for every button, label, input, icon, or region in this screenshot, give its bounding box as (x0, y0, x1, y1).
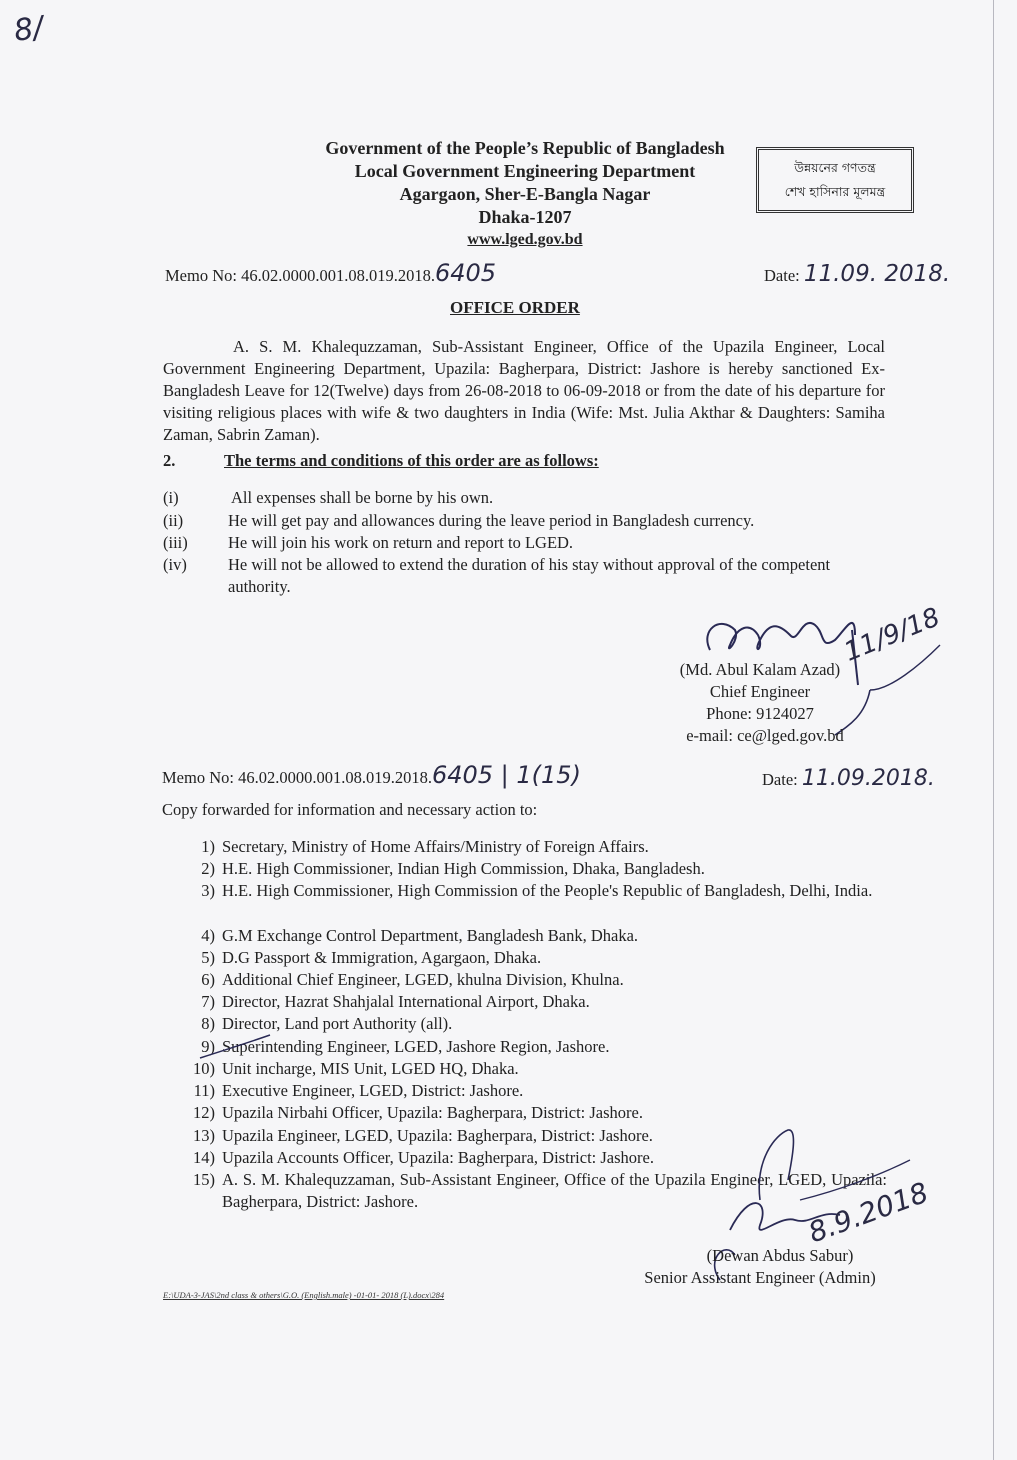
motto-line-2: শেখ হাসিনার মূলমন্ত্র (784, 184, 886, 199)
corner-mark: 8/ (11, 10, 46, 49)
recipient-text: D.G Passport & Immigration, Agargaon, Dhaka. (222, 948, 542, 967)
signatory1-name: (Md. Abul Kalam Azad) (679, 660, 841, 679)
term-number: (iii) (163, 533, 188, 552)
section-title: The terms and conditions of this order are as follows: (224, 451, 599, 470)
signatory1-email[interactable]: e-mail: ce@lged.gov.bd (686, 726, 844, 745)
signatory1-phone: Phone: 9124027 (706, 704, 814, 723)
order-body: A. S. M. Khalequzzaman, Sub-Assistant Engineer, Office of the Upazila Engineer, Local Government Engineering Department, Upazila: Bagherpara, District: Jashore is hereby sanctioned Ex-Bangladesh Leave for 12(Twelve) days from 26-08-2018 to 06-09-2018 or from the date of his departure for visiting religious places with wife & two daughters in India (Wife: Mst. Julia Akthar & Daughters: Samiha Zaman, Sabrin Zaman). (163, 337, 885, 444)
order-date-label: Date: (764, 266, 800, 285)
term-text: All expenses shall be borne by his own. (231, 488, 494, 507)
recipient-number: 1) (201, 837, 215, 856)
copy-date-handwritten: 11.09.2018. (801, 766, 935, 791)
recipient-text: H.E. High Commissioner, Indian High Commission, Dhaka, Bangladesh. (222, 859, 705, 878)
chief-engineer-sign-date: 11/9/18 (840, 602, 945, 668)
recipient-number: 10) (193, 1059, 215, 1078)
recipient-text: A. S. M. Khalequzzaman, Sub-Assistant Engineer, Office of the Upazila Engineer, LGED, Upazila: Bagherpara, District: Jashore. (222, 1170, 887, 1211)
term-number: (i) (163, 488, 179, 507)
recipient-number: 3) (201, 881, 215, 900)
term-text: He will get pay and allowances during the leave period in Bangladesh currency. (228, 511, 755, 530)
letterhead-government: Government of the People’s Republic of Bangladesh (325, 138, 725, 158)
recipient-number: 8) (201, 1014, 215, 1033)
recipient-number: 11) (193, 1081, 215, 1100)
copy-date-label: Date: (762, 770, 798, 789)
copy-memo-label: Memo No: 46.02.0000.001.08.019.2018. (162, 768, 432, 787)
recipient-number: 4) (201, 926, 215, 945)
copy-memo-handwritten: 6405 | 1(15) (431, 761, 581, 789)
recipient-text: Upazila Engineer, LGED, Upazila: Bagherpara, District: Jashore. (222, 1126, 653, 1145)
office-order-title: OFFICE ORDER (450, 298, 580, 317)
page-edge-line (993, 0, 994, 1460)
recipient-text: H.E. High Commissioner, High Commission of the People's Republic of Bangladesh, Delhi, India. (222, 881, 873, 900)
term-number: (iv) (163, 555, 187, 574)
motto-line-1: উন্নয়নের গণতন্ত্র (794, 160, 876, 175)
section-number: 2. (163, 451, 176, 470)
recipient-text: Additional Chief Engineer, LGED, khulna Division, Khulna. (222, 970, 624, 989)
order-date-handwritten: 11.09. 2018. (803, 261, 951, 287)
recipient-text: Upazila Accounts Officer, Upazila: Bagherpara, District: Jashore. (222, 1148, 654, 1167)
recipient-text: Director, Hazrat Shahjalal International Airport, Dhaka. (222, 992, 590, 1011)
motto-box (756, 147, 914, 213)
copy-memo-line (162, 761, 581, 789)
order-memo-label: Memo No: 46.02.0000.001.08.019.2018. (165, 266, 435, 285)
recipient-number: 6) (201, 970, 215, 989)
recipient-number: 5) (201, 948, 215, 967)
recipient-number: 12) (193, 1103, 215, 1122)
recipient-text: Executive Engineer, LGED, District: Jashore. (222, 1081, 524, 1100)
order-date-line (764, 263, 950, 287)
recipient-number: 9) (201, 1037, 215, 1056)
letterhead-address: Agargaon, Sher-E-Bangla Nagar (399, 184, 651, 204)
order-memo-handwritten: 6405 (434, 259, 497, 287)
recipient-text: Upazila Nirbahi Officer, Upazila: Bagherpara, District: Jashore. (222, 1103, 643, 1122)
admin-sign-date: 8.9.2018 (804, 1175, 933, 1250)
recipient-text: Superintending Engineer, LGED, Jashore Region, Jashore. (222, 1037, 610, 1056)
signatory2-title: Senior Assistant Engineer (Admin) (644, 1268, 876, 1287)
recipient-text: G.M Exchange Control Department, Bangladesh Bank, Dhaka. (222, 926, 639, 945)
recipient-text: Director, Land port Authority (all). (222, 1014, 453, 1033)
letterhead-website[interactable]: www.lged.gov.bd (467, 231, 583, 248)
order-memo-line (165, 259, 497, 287)
recipient-number: 7) (201, 992, 215, 1011)
signatory2-name: (Dewan Abdus Sabur) (706, 1246, 854, 1265)
recipient-tick-marks (195, 1030, 275, 1070)
term-text: He will join his work on return and report to LGED. (228, 533, 574, 552)
letterhead-city: Dhaka-1207 (478, 207, 572, 227)
term-text: He will not be allowed to extend the duration of his stay without approval of the competent authority. (228, 555, 831, 596)
recipient-number: 13) (193, 1126, 215, 1145)
term-number: (ii) (163, 511, 184, 530)
recipient-text: Unit incharge, MIS Unit, LGED HQ, Dhaka. (222, 1059, 519, 1078)
copy-intro: Copy forwarded for information and necessary action to: (162, 800, 538, 819)
footer-file-path: E:\UDA-3-JAS\2nd class & others\G.O. (English.male) -01-01- 2018 (L).docx\284 (163, 1290, 445, 1300)
recipient-number: 15) (193, 1170, 215, 1189)
copy-date-line (762, 768, 935, 791)
letterhead-department: Local Government Engineering Department (354, 161, 696, 181)
recipient-number: 2) (201, 859, 215, 878)
recipient-number: 14) (193, 1148, 215, 1167)
recipient-text: Secretary, Ministry of Home Affairs/Ministry of Foreign Affairs. (222, 837, 649, 856)
signatory1-title: Chief Engineer (709, 682, 811, 701)
